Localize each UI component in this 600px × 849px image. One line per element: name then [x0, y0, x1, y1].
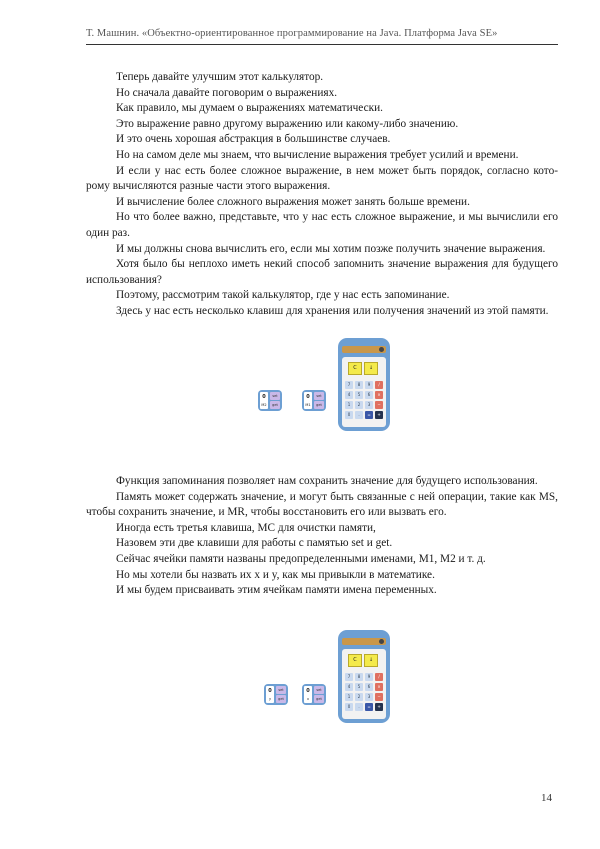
memory-value: 0: [306, 688, 310, 694]
arrow-button[interactable]: ↓: [364, 362, 378, 375]
key-multiply[interactable]: ×: [375, 683, 383, 691]
key-0[interactable]: 0: [345, 411, 353, 419]
memory-name: x: [306, 697, 310, 701]
calculator-display: [342, 638, 386, 645]
key-5[interactable]: 5: [355, 391, 363, 399]
paragraph: Поэтому, рассмотрим такой калькулятор, где у нас есть запоминание.: [116, 289, 450, 302]
key-1[interactable]: 1: [345, 693, 353, 701]
key-2[interactable]: 2: [355, 401, 363, 409]
paragraph: Сейчас ячейки памяти названы предопределенными именами, M1, M2 и т. д.: [116, 552, 486, 565]
key-minus[interactable]: −: [375, 693, 383, 701]
paragraph: Это выражение равно другому выражению или какому-либо значению.: [116, 117, 459, 130]
key-9[interactable]: 9: [365, 381, 373, 389]
key-6[interactable]: 6: [365, 391, 373, 399]
set-button[interactable]: set: [270, 392, 280, 400]
paragraph: И вычисление более сложного выражения может занять больше времени.: [116, 195, 470, 208]
key-divide[interactable]: /: [375, 673, 383, 681]
calculator-keypad-area: [342, 357, 386, 427]
paragraph: Но на самом деле мы знаем, что вычисление выражения требует усилий и времени.: [116, 148, 519, 161]
key-8[interactable]: 8: [355, 381, 363, 389]
get-button[interactable]: get: [276, 695, 286, 703]
get-button[interactable]: get: [270, 401, 280, 409]
text-block-top: [86, 70, 558, 320]
key-9[interactable]: 9: [365, 673, 373, 681]
page-number: 14: [541, 792, 552, 804]
set-button[interactable]: set: [314, 686, 324, 694]
paragraph: И это очень хорошая абстракция в большинстве случаев.: [116, 133, 391, 146]
memory-name: M1: [305, 403, 311, 407]
paragraph: И мы должны снова вычислить его, если мы хотим позже получить значение выражения.: [116, 242, 546, 255]
key-7[interactable]: 7: [345, 673, 353, 681]
key-equals[interactable]: =: [365, 703, 373, 711]
memory-cell: [302, 390, 326, 411]
memory-slot: [304, 686, 312, 703]
get-button[interactable]: get: [314, 401, 324, 409]
key-grid: [345, 381, 383, 419]
key-minus[interactable]: −: [375, 401, 383, 409]
calculator-figure-2: [258, 630, 398, 730]
key-1[interactable]: 1: [345, 401, 353, 409]
paragraph: И если у нас есть более сложное выражение, в нем может быть порядок, согласно кото-рому вычисляются разные части этого выражения.: [86, 164, 558, 193]
paragraph: Но сначала давайте поговорим о выражениях.: [116, 86, 338, 99]
get-button[interactable]: get: [314, 695, 324, 703]
key-2[interactable]: 2: [355, 693, 363, 701]
key-0[interactable]: 0: [345, 703, 353, 711]
memory-name: M2: [261, 403, 267, 407]
key-5[interactable]: 5: [355, 683, 363, 691]
clear-button[interactable]: C: [348, 362, 362, 375]
paragraph: Функция запоминания позволяет нам сохранить значение для будущего использования.: [116, 475, 538, 487]
key-plus[interactable]: +: [375, 411, 383, 419]
key-8[interactable]: 8: [355, 673, 363, 681]
memory-name: y: [268, 697, 272, 701]
paragraph: Но что более важно, представьте, что у нас есть сложное выражение, и мы вычислили его один раз.: [86, 211, 558, 239]
paragraph: Назовем эти две клавиши для работы с памятью set и get.: [116, 537, 393, 550]
key-3[interactable]: 3: [365, 693, 373, 701]
memory-cell: [302, 684, 326, 705]
memory-slot: [304, 392, 312, 409]
key-6[interactable]: 6: [365, 683, 373, 691]
key-grid: [345, 673, 383, 711]
calculator-display: [342, 346, 386, 353]
key-4[interactable]: 4: [345, 683, 353, 691]
key-multiply[interactable]: ×: [375, 391, 383, 399]
memory-value: 0: [306, 394, 310, 400]
paragraph: Здесь у нас есть несколько клавиш для хранения или получения значений из этой памяти.: [116, 304, 549, 317]
arrow-button[interactable]: ↓: [364, 654, 378, 667]
memory-value: 0: [262, 394, 266, 400]
memory-cell: [264, 684, 288, 705]
key-plus[interactable]: +: [375, 703, 383, 711]
key-divide[interactable]: /: [375, 381, 383, 389]
key-3[interactable]: 3: [365, 401, 373, 409]
paragraph: Иногда есть третья клавиша, MC для очистки памяти,: [116, 521, 376, 534]
paragraph: Хотя было бы неплохо иметь некий способ запомнить значение выражения для будущего использования?: [86, 258, 558, 286]
calculator-figure-1: [258, 338, 398, 438]
key-4[interactable]: 4: [345, 391, 353, 399]
memory-slot: [266, 686, 274, 703]
clear-button[interactable]: C: [348, 654, 362, 667]
paragraph: Память может содержать значение, и могут быть связанные с ней операции, такие как MS, чтобы сохранить значение, и MR, чтобы восстановить его или вызвать его.: [86, 490, 558, 519]
calculator-body: [338, 338, 390, 431]
memory-slot: [260, 392, 268, 409]
paragraph: Как правило, мы думаем о выражениях математически.: [116, 102, 383, 115]
calculator-body: [338, 630, 390, 723]
key-dot[interactable]: .: [355, 411, 363, 419]
paragraph: И мы будем присваивать этим ячейкам памяти имена переменных.: [116, 584, 437, 597]
key-7[interactable]: 7: [345, 381, 353, 389]
set-button[interactable]: set: [314, 392, 324, 400]
paragraph: Теперь давайте улучшим этот калькулятор.: [116, 71, 324, 83]
memory-cell: [258, 390, 282, 411]
running-header: Т. Машнин. «Объектно-ориентированное программирование на Java. Платформа Java SE»: [86, 28, 558, 45]
memory-value: 0: [268, 688, 272, 694]
calculator-keypad-area: [342, 649, 386, 719]
text-block-bottom: [86, 474, 558, 599]
key-equals[interactable]: =: [365, 411, 373, 419]
key-dot[interactable]: .: [355, 703, 363, 711]
set-button[interactable]: set: [276, 686, 286, 694]
paragraph: Но мы хотели бы назвать их x и y, как мы привыкли в математике.: [116, 568, 435, 581]
